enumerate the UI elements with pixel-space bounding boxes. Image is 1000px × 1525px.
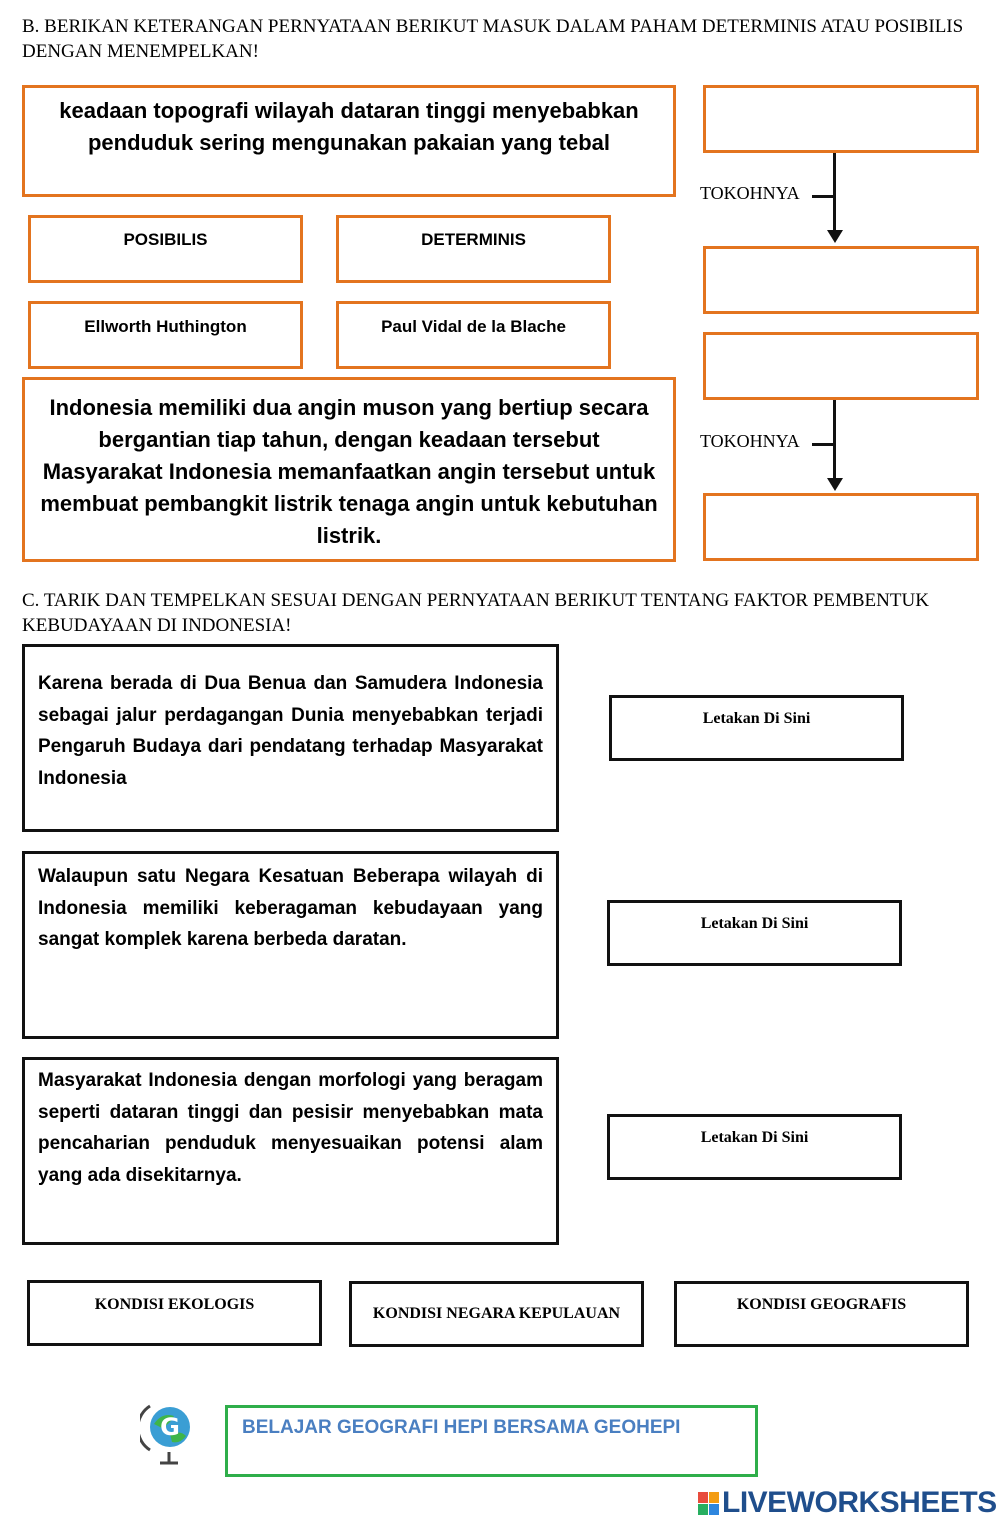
arrow-line-2 bbox=[833, 400, 836, 479]
drop-zone-tokoh-2[interactable] bbox=[703, 493, 979, 561]
drop-zone-paham-1[interactable] bbox=[703, 85, 979, 153]
arrow-down-icon bbox=[827, 478, 843, 491]
drop-zone-paham-2[interactable] bbox=[703, 332, 979, 400]
section-b-heading: B. BERIKAN KETERANGAN PERNYATAAN BERIKUT MASUK DALAM PAHAM DETERMINIS ATAU POSIBILIS DENGAN MENEMPELKAN! bbox=[22, 16, 964, 62]
arrow-line-1 bbox=[833, 153, 836, 231]
option-kondisi-geografis[interactable]: KONDISI GEOGRAFIS bbox=[674, 1281, 969, 1347]
option-kondisi-negara-kepulauan[interactable]: KONDISI NEGARA KEPULAUAN bbox=[349, 1281, 644, 1347]
statement-box-1: keadaan topografi wilayah dataran tinggi menyebabkan penduduk sering mengunakan pakaian yang tebal bbox=[22, 85, 676, 197]
liveworksheets-brand[interactable]: LIVEWORKSHEETS bbox=[722, 1486, 997, 1519]
option-kondisi-ekologis[interactable]: KONDISI EKOLOGIS bbox=[27, 1280, 322, 1346]
card-determinis[interactable]: DETERMINIS bbox=[336, 215, 611, 283]
statement-c-2: Walaupun satu Negara Kesatuan Beberapa wilayah di Indonesia memiliki keberagaman kebudayaan yang sangat komplek karena berbeda daratan. bbox=[22, 851, 559, 1039]
statement-c-3: Masyarakat Indonesia dengan morfologi yang beragam seperti dataran tinggi dan pesisir menyebabkan mata pencaharian penduduk menyesuaikan potensi alam yang ada disekitarnya. bbox=[22, 1057, 559, 1245]
logo-letter: G bbox=[160, 1413, 180, 1441]
drop-zone-c-2[interactable]: Letakan Di Sini bbox=[607, 900, 902, 966]
arrow-down-icon bbox=[827, 230, 843, 243]
tokoh-label-1: TOKOHNYA bbox=[700, 183, 800, 203]
geohepi-banner: BELAJAR GEOGRAFI HEPI BERSAMA GEOHEPI bbox=[225, 1405, 758, 1477]
geohepi-logo-icon bbox=[140, 1400, 196, 1468]
liveworksheets-badge-icon bbox=[698, 1492, 720, 1517]
statement-c-1: Karena berada di Dua Benua dan Samudera Indonesia sebagai jalur perdagangan Dunia menyebabkan terjadi Pengaruh Budaya dari pendatang terhadap Masyarakat Indonesia bbox=[22, 644, 559, 832]
section-c-heading: C. TARIK DAN TEMPELKAN SESUAI DENGAN PERNYATAAN BERIKUT TENTANG FAKTOR PEMBENTUK KEBUDAYAAN DI INDONESIA! bbox=[22, 590, 929, 636]
statement-box-2: Indonesia memiliki dua angin muson yang bertiup secara bergantian tiap tahun, dengan keadaan tersebut Masyarakat Indonesia memanfaatkan angin tersebut untuk membuat pembangkit listrik tenaga angin untuk kebutuhan listrik. bbox=[22, 377, 676, 562]
card-posibilis[interactable]: POSIBILIS bbox=[28, 215, 303, 283]
card-paul-vidal[interactable]: Paul Vidal de la Blache bbox=[336, 301, 611, 369]
tokoh-label-2: TOKOHNYA bbox=[700, 431, 800, 451]
drop-zone-c-1[interactable]: Letakan Di Sini bbox=[609, 695, 904, 761]
connector-line-2 bbox=[812, 443, 834, 446]
card-ellworth-huthington[interactable]: Ellworth Huthington bbox=[28, 301, 303, 369]
drop-zone-tokoh-1[interactable] bbox=[703, 246, 979, 314]
drop-zone-c-3[interactable]: Letakan Di Sini bbox=[607, 1114, 902, 1180]
connector-line-1 bbox=[812, 195, 834, 198]
